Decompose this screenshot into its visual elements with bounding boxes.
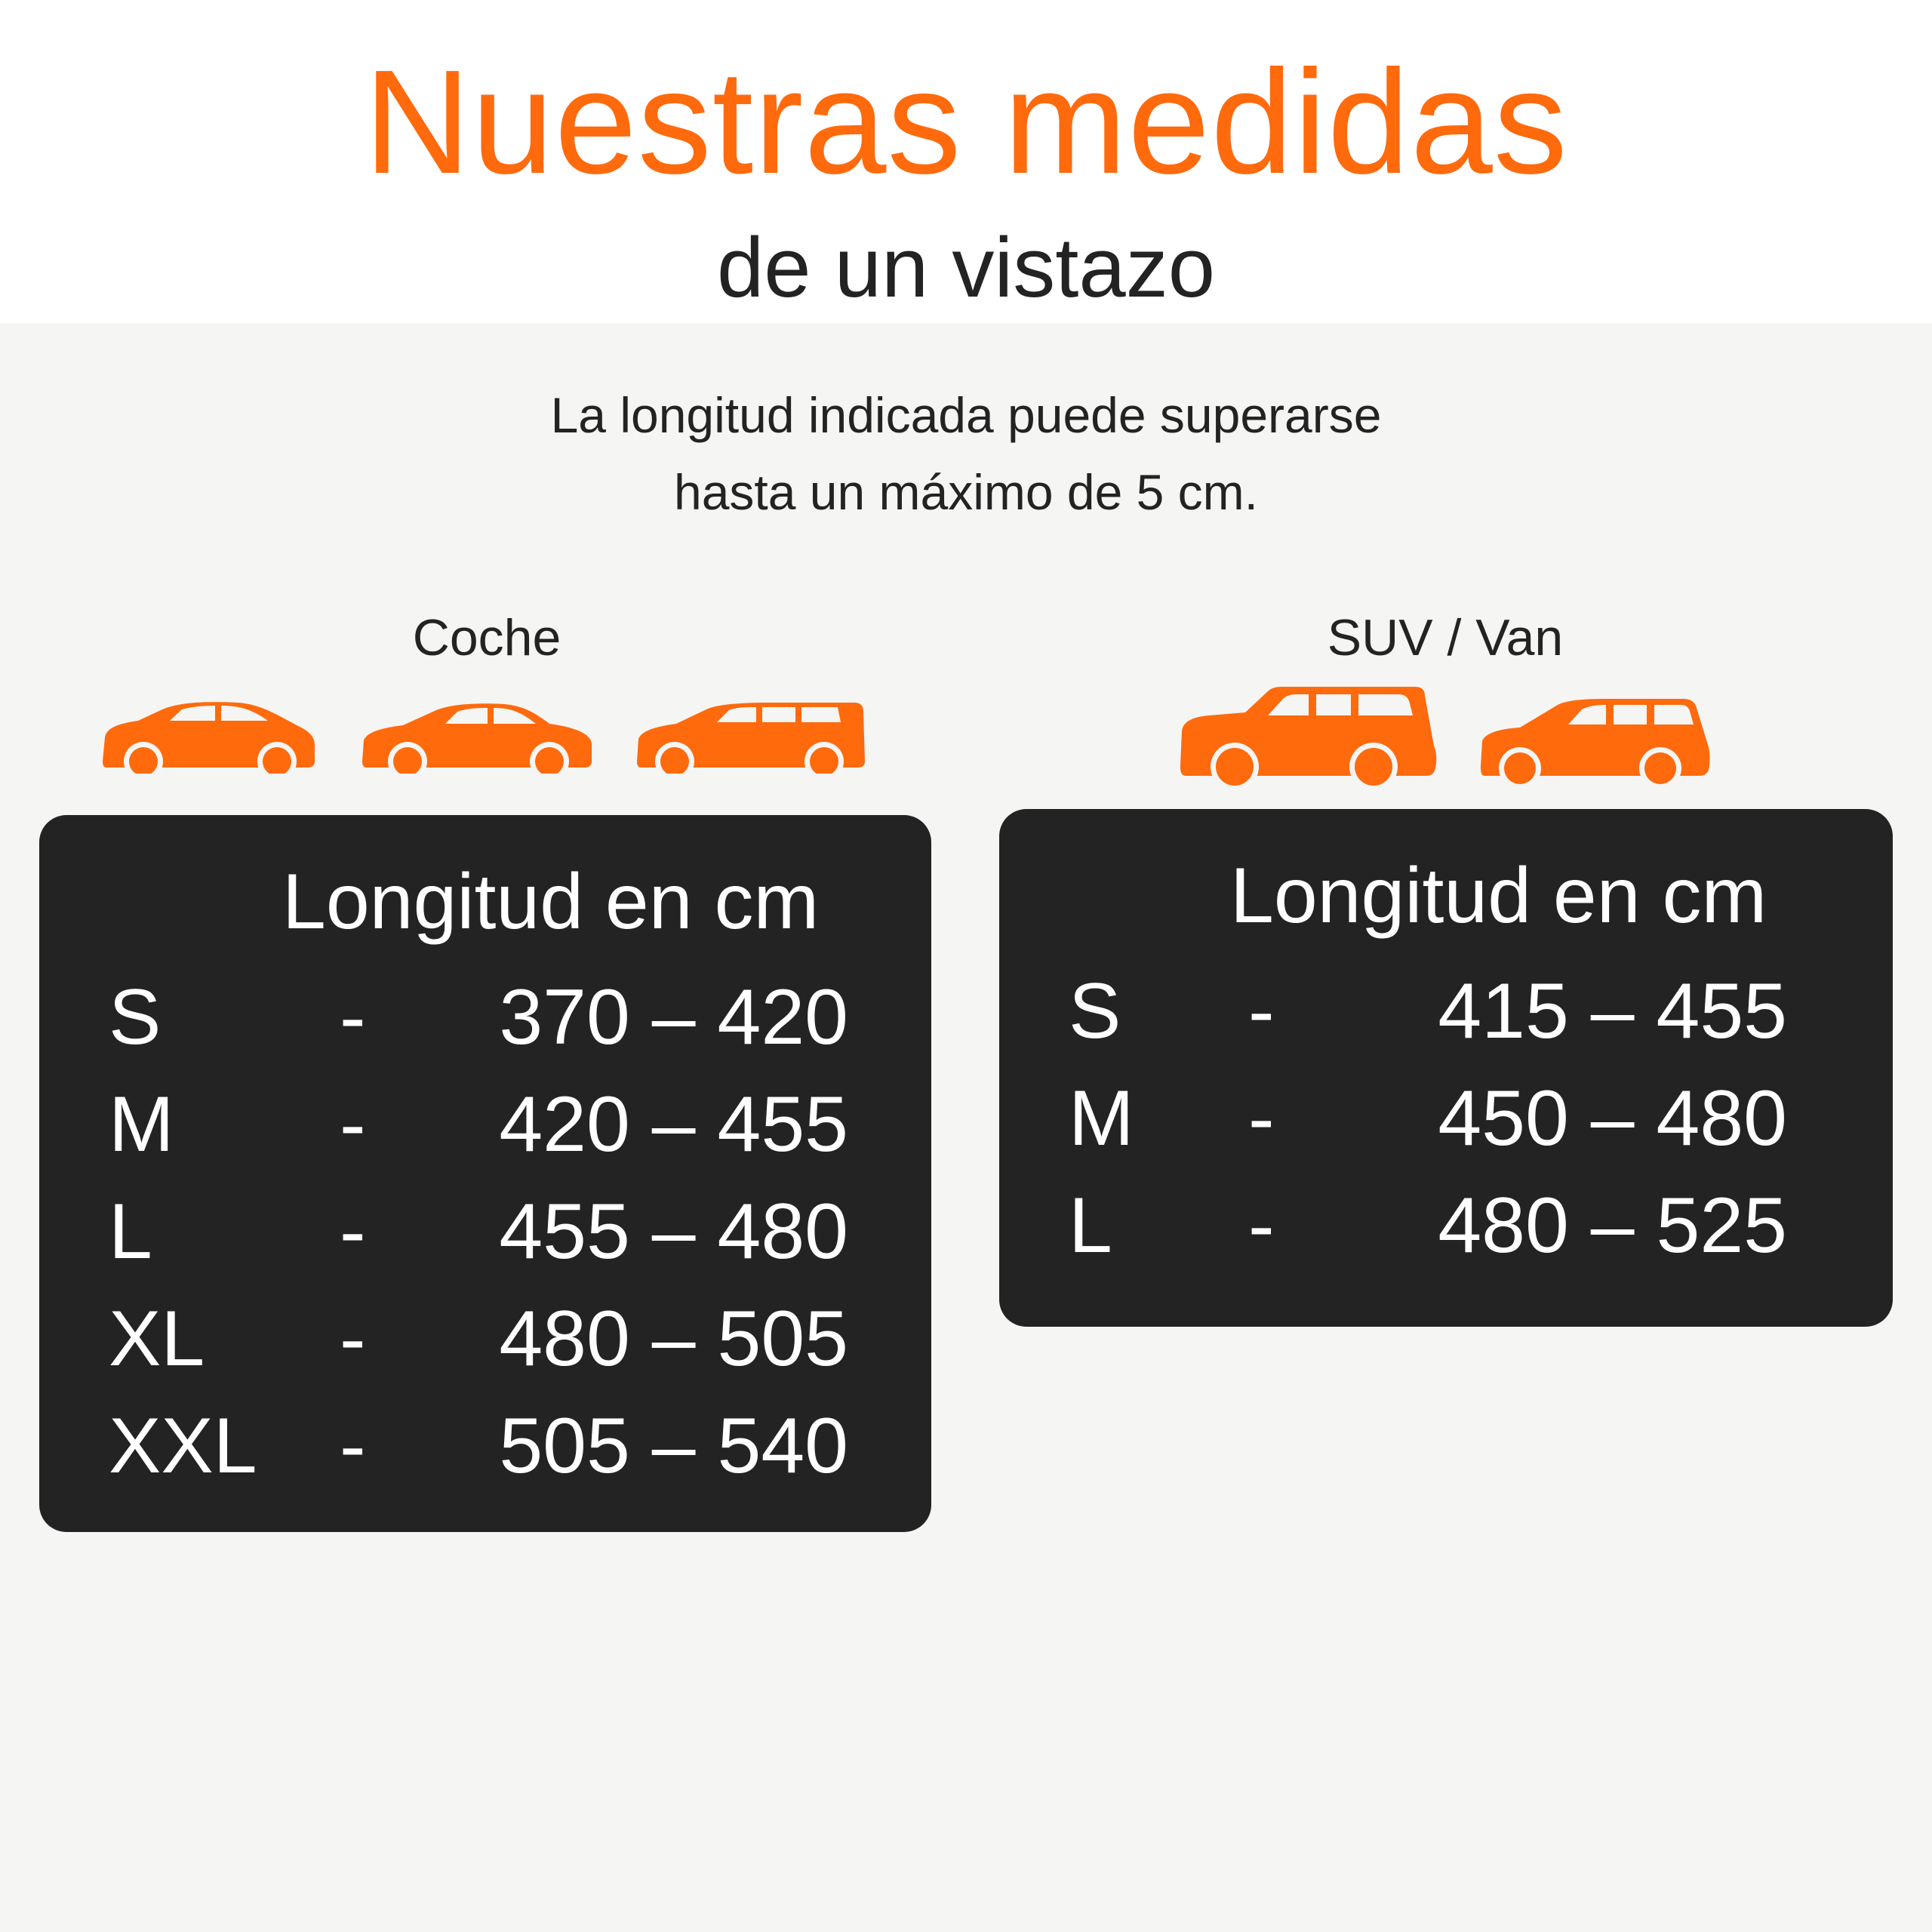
length-range: 415 – 455 (1438, 968, 1787, 1055)
note-line-2: hasta un máximo de 5 cm. (673, 464, 1259, 520)
suv-van-size-table (999, 809, 1893, 1327)
table-header: Longitud en cm (1230, 852, 1767, 940)
page-subtitle: de un vistazo (717, 220, 1215, 315)
header-band (0, 0, 1932, 323)
size-label: M (109, 1081, 174, 1168)
table-row (39, 1286, 931, 1392)
table-row (39, 1393, 931, 1499)
size-label: S (109, 974, 162, 1061)
table-row (999, 1066, 1893, 1171)
size-label: L (109, 1188, 152, 1275)
length-range: 480 – 525 (1438, 1182, 1787, 1269)
size-label: XXL (109, 1402, 257, 1490)
table-header: Longitud en cm (282, 858, 820, 946)
length-range: 370 – 420 (499, 974, 848, 1061)
note-line-1: La longitud indicada puede superarse (550, 387, 1382, 443)
station-wagon-car-icon (635, 698, 868, 774)
table-row (999, 1173, 1893, 1278)
category-label-suv-van: SUV / Van (1327, 609, 1564, 666)
size-label: L (1069, 1182, 1112, 1269)
separator: - (340, 1081, 366, 1168)
table-row (39, 1072, 931, 1177)
table-row (39, 964, 931, 1070)
sedan-car-icon (361, 698, 593, 774)
length-range: 420 – 455 (499, 1081, 848, 1168)
length-range: 505 – 540 (499, 1402, 848, 1490)
size-label: M (1069, 1075, 1134, 1162)
page-title: Nuestras medidas (364, 39, 1568, 205)
separator: - (1248, 968, 1275, 1055)
suv-car-icon (1179, 685, 1439, 791)
category-label-coche: Coche (412, 609, 561, 666)
length-range: 455 – 480 (499, 1188, 848, 1275)
length-range: 480 – 505 (499, 1295, 848, 1383)
separator: - (1248, 1182, 1275, 1269)
size-label: S (1069, 968, 1121, 1055)
separator: - (340, 1295, 366, 1383)
coche-size-table (39, 815, 931, 1532)
separator: - (340, 974, 366, 1061)
separator: - (340, 1188, 366, 1275)
separator: - (1248, 1075, 1275, 1162)
van-car-icon (1479, 694, 1712, 785)
length-range: 450 – 480 (1438, 1075, 1787, 1162)
table-row (999, 958, 1893, 1064)
separator: - (340, 1402, 366, 1490)
size-label: XL (109, 1295, 205, 1383)
table-row (39, 1179, 931, 1284)
hatchback-car-icon (102, 698, 317, 774)
